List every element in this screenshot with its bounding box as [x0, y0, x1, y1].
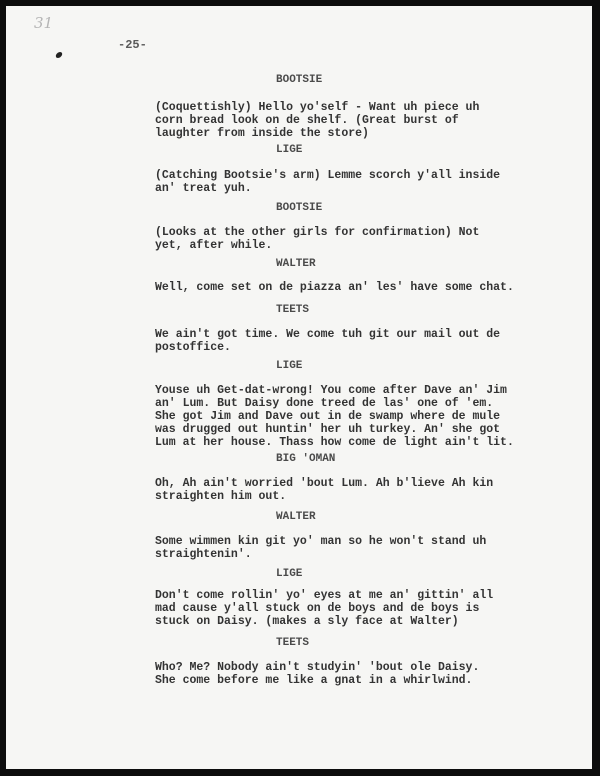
dialogue-line: straighten him out.	[155, 490, 287, 503]
speaker-name: BOOTSIE	[276, 202, 323, 214]
dialogue-line: Well, come set on de piazza an' les' have some chat.	[155, 281, 514, 294]
dialogue-line: She got Jim and Dave out in de swamp where de mule	[155, 410, 501, 423]
handwritten-page-mark: 31	[34, 14, 54, 32]
dialogue-line: an' treat yuh.	[155, 182, 252, 195]
dialogue-line: corn bread look on de shelf. (Great burst of	[155, 114, 459, 127]
dialogue-line: was drugged out huntin' her uh turkey. An' she got	[155, 423, 501, 436]
ink-mark	[55, 52, 63, 58]
typescript-page	[6, 6, 592, 769]
page-number: -25-	[118, 38, 147, 52]
dialogue-line: She come before me like a gnat in a whirlwind.	[155, 674, 473, 687]
speaker-name: LIGE	[276, 360, 303, 372]
speaker-name: LIGE	[276, 568, 303, 580]
dialogue-line: (Catching Bootsie's arm) Lemme scorch y'all inside	[155, 169, 501, 182]
speaker-name: WALTER	[276, 511, 316, 523]
dialogue-line: mad cause y'all stuck on de boys and de boys is	[155, 602, 480, 615]
dialogue-line: Lum at her house. Thass how come de light ain't lit.	[155, 436, 514, 449]
dialogue-line: We ain't got time. We come tuh git our mail out de	[155, 328, 501, 341]
speaker-name: WALTER	[276, 258, 316, 270]
dialogue-line: yet, after while.	[155, 239, 273, 252]
dialogue-line: laughter from inside the store)	[155, 127, 369, 140]
dialogue-line: an' Lum. But Daisy done treed de las' one of 'em.	[155, 397, 494, 410]
dialogue-line: postoffice.	[155, 341, 231, 354]
dialogue-line: straightenin'.	[155, 548, 252, 561]
speaker-name: TEETS	[276, 304, 310, 316]
dialogue-line: Some wimmen kin git yo' man so he won't stand uh	[155, 535, 487, 548]
speaker-name: LIGE	[276, 144, 303, 156]
speaker-name: TEETS	[276, 637, 310, 649]
dialogue-line: Oh, Ah ain't worried 'bout Lum. Ah b'lieve Ah kin	[155, 477, 494, 490]
dialogue-line: Youse uh Get-dat-wrong! You come after Dave an' Jim	[155, 384, 507, 397]
dialogue-line: (Looks at the other girls for confirmation) Not	[155, 226, 480, 239]
dialogue-line: Don't come rollin' yo' eyes at me an' gittin' all	[155, 589, 494, 602]
dialogue-line: stuck on Daisy. (makes a sly face at Walter)	[155, 615, 459, 628]
speaker-name: BIG 'OMAN	[276, 453, 336, 465]
speaker-name: BOOTSIE	[276, 74, 323, 86]
dialogue-line: (Coquettishly) Hello yo'self - Want uh piece uh	[155, 101, 480, 114]
dialogue-line: Who? Me? Nobody ain't studyin' 'bout ole Daisy.	[155, 661, 480, 674]
